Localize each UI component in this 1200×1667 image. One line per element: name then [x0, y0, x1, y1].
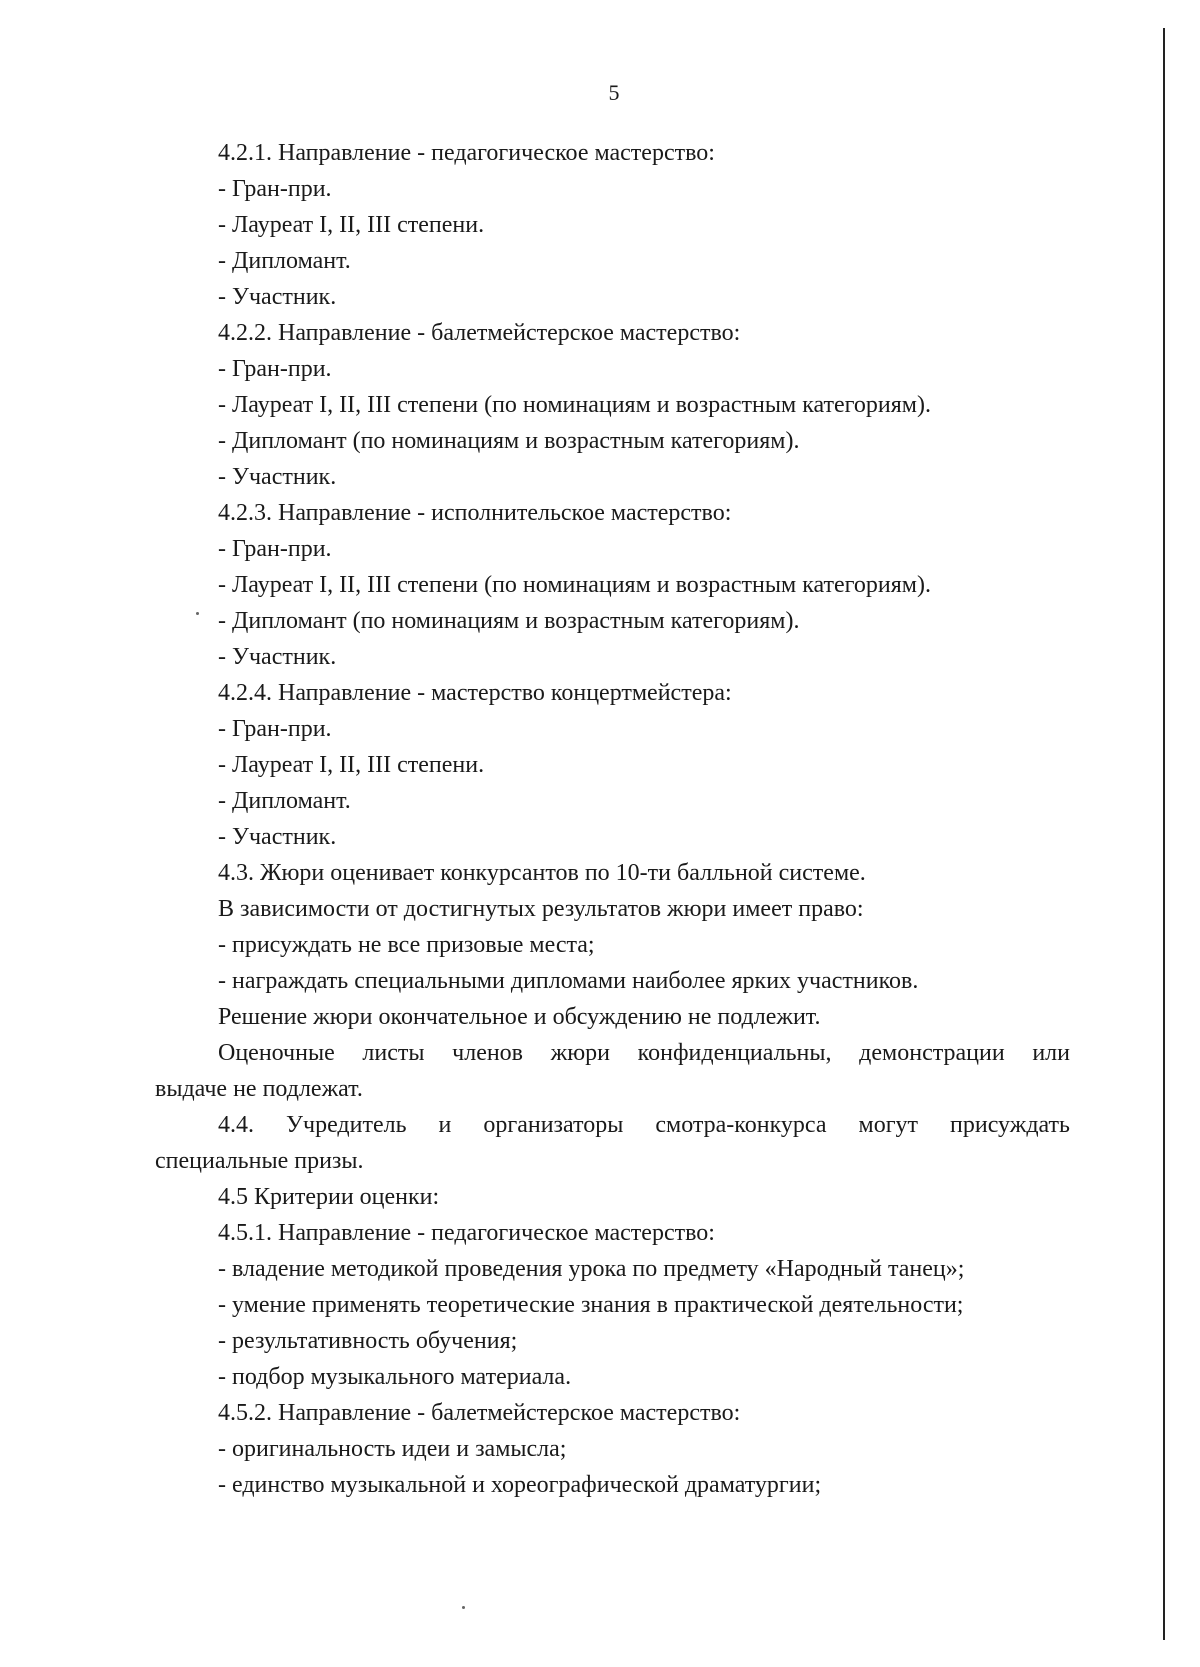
- paragraph: В зависимости от достигнутых результатов жюри имеет право:: [218, 896, 864, 922]
- list-item: - результативность обучения;: [218, 1328, 518, 1354]
- list-item: - Дипломант.: [218, 248, 351, 274]
- list-item: - награждать специальными дипломами наиболее ярких участников.: [218, 968, 919, 994]
- list-item: - присуждать не все призовые места;: [218, 932, 595, 958]
- list-item: - оригинальность идеи и замысла;: [218, 1436, 567, 1462]
- scan-speck: [462, 1606, 465, 1609]
- list-item: - Дипломант (по номинациям и возрастным категориям).: [218, 608, 800, 634]
- list-item: - Лауреат I, II, III степени.: [218, 752, 485, 778]
- section-heading: 4.5 Критерии оценки:: [218, 1184, 440, 1210]
- section-heading: 4.2.2. Направление - балетмейстерское мастерство:: [218, 320, 741, 346]
- list-item: - Участник.: [218, 464, 337, 490]
- paragraph: 4.3. Жюри оценивает конкурсантов по 10-ти балльной системе.: [218, 860, 866, 886]
- list-item: - владение методикой проведения урока по предмету «Народный танец»;: [218, 1256, 965, 1282]
- page-number: 5: [608, 80, 620, 105]
- list-item: - единство музыкальной и хореографической драматургии;: [218, 1472, 822, 1498]
- paragraph: 4.4. Учредитель и организаторы смотра-конкурса могут присуждать: [218, 1112, 1070, 1138]
- section-heading: 4.2.3. Направление - исполнительское мастерство:: [218, 500, 732, 526]
- list-item: - Участник.: [218, 644, 337, 670]
- list-item: - Гран-при.: [218, 716, 332, 742]
- section-heading: 4.2.4. Направление - мастерство концертмейстера:: [218, 680, 732, 706]
- paragraph: Решение жюри окончательное и обсуждению не подлежит.: [218, 1004, 821, 1030]
- list-item: - Участник.: [218, 284, 337, 310]
- paragraph: Оценочные листы членов жюри конфиденциальны, демонстрации или: [218, 1040, 1070, 1066]
- document-body: [155, 135, 1070, 1503]
- list-item: - Гран-при.: [218, 176, 332, 202]
- list-item: - Лауреат I, II, III степени (по номинациям и возрастным категориям).: [218, 572, 931, 598]
- list-item: - Лауреат I, II, III степени (по номинациям и возрастным категориям).: [218, 392, 931, 418]
- list-item: - Дипломант.: [218, 788, 351, 814]
- list-item: - подбор музыкального материала.: [218, 1364, 572, 1390]
- list-item: - Дипломант (по номинациям и возрастным категориям).: [218, 428, 800, 454]
- list-item: - умение применять теоретические знания в практической деятельности;: [218, 1292, 964, 1318]
- list-item: - Участник.: [218, 824, 337, 850]
- list-item: - Гран-при.: [218, 356, 332, 382]
- section-heading: 4.5.2. Направление - балетмейстерское мастерство:: [218, 1400, 741, 1426]
- list-item: - Лауреат I, II, III степени.: [218, 212, 485, 238]
- section-heading: 4.5.1. Направление - педагогическое мастерство:: [218, 1220, 715, 1246]
- paragraph-continuation: выдаче не подлежат.: [155, 1076, 363, 1102]
- list-item: - Гран-при.: [218, 536, 332, 562]
- scan-speck: [196, 612, 199, 615]
- scan-edge-line: [1163, 28, 1165, 1640]
- paragraph-continuation: специальные призы.: [155, 1148, 364, 1174]
- section-heading: 4.2.1. Направление - педагогическое мастерство:: [218, 140, 715, 166]
